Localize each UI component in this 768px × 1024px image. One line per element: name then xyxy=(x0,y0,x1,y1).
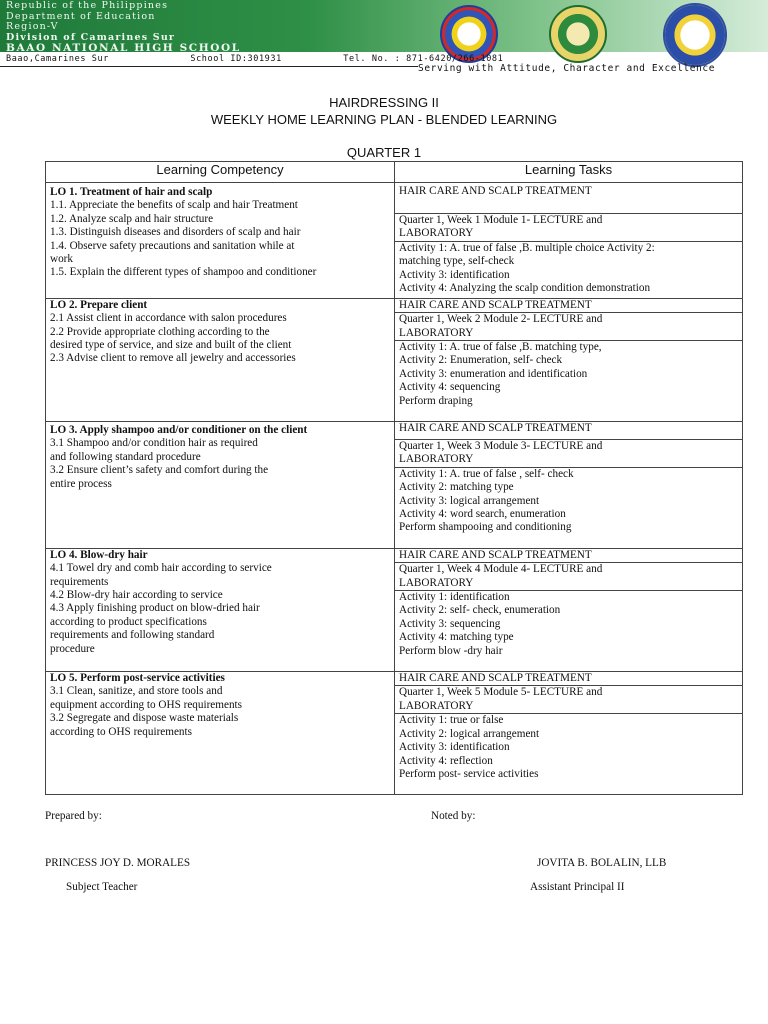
table-row xyxy=(46,548,743,562)
activity-line: Activity 4: word search, enumeration xyxy=(399,508,566,521)
module-cell xyxy=(395,313,743,341)
competency-item: 4.3 Apply finishing product on blow-dried hair xyxy=(50,602,260,615)
competency-cell xyxy=(46,183,395,299)
competency-item: 3.2 Segregate and dispose waste materials xyxy=(50,712,239,725)
activities-cell xyxy=(395,467,743,548)
school-name: BAAO NATIONAL HIGH SCHOOL xyxy=(6,42,241,54)
telephone: Tel. No. : 871-6420/266-1081 xyxy=(343,54,504,64)
activity-line: Activity 3: identification xyxy=(399,268,510,281)
competency-item: requirements and following standard xyxy=(50,629,215,642)
competency-item: 2.2 Provide appropriate clothing according to the xyxy=(50,325,270,338)
competency-item: 3.1 Shampoo and/or condition hair as required xyxy=(50,437,258,450)
letterhead-line: Department of Education xyxy=(6,10,156,22)
task-title: HAIR CARE AND SCALP TREATMENT xyxy=(395,548,743,562)
activity-line: Activity 2: Enumeration, self- check xyxy=(399,354,563,367)
module-line: LABORATORY xyxy=(399,326,474,339)
activity-line: Activity 4: Analyzing the scalp condition demonstration xyxy=(399,282,651,295)
table-row xyxy=(46,422,743,440)
activity-line: Activity 1: A. true of false , self- check xyxy=(399,467,574,480)
competency-item: entire process xyxy=(50,477,112,490)
competency-item: work xyxy=(50,253,73,266)
activity-line: Activity 3: enumeration and identification xyxy=(399,367,588,380)
activity-line: Perform draping xyxy=(399,394,473,407)
activities-cell xyxy=(395,341,743,422)
activity-line: Perform post- service activities xyxy=(399,767,539,780)
division-seal-logo xyxy=(549,5,607,63)
module-line: LABORATORY xyxy=(399,576,474,589)
module-line: LABORATORY xyxy=(399,453,474,466)
activity-line: Perform shampooing and conditioning xyxy=(399,521,572,534)
activity-line: Activity 3: logical arrangement xyxy=(399,494,540,507)
task-title: HAIR CARE AND SCALP TREATMENT xyxy=(395,422,743,440)
competency-cell xyxy=(46,672,395,795)
prepared-by-label: Prepared by: xyxy=(45,810,102,822)
competency-item: 4.2 Blow-dry hair according to service xyxy=(50,589,223,602)
lo-title: LO 4. Blow-dry hair xyxy=(50,548,148,561)
noter-title: Assistant Principal II xyxy=(530,881,625,893)
letterhead-text xyxy=(6,1,241,54)
preparer-title: Subject Teacher xyxy=(66,881,138,893)
lo-title: LO 2. Prepare client xyxy=(50,298,148,311)
learning-plan-table xyxy=(45,161,743,795)
activities-cell xyxy=(395,591,743,672)
column-header-tasks: Learning Tasks xyxy=(395,162,743,183)
competency-item: requirements xyxy=(50,575,109,588)
activity-line: Activity 2: matching type xyxy=(399,481,514,494)
activity-line: Activity 4: sequencing xyxy=(399,381,501,394)
activity-line: Activity 2: self- check, enumeration xyxy=(399,604,561,617)
module-line: Quarter 1, Week 2 Module 2- LECTURE and xyxy=(399,313,603,326)
activity-line: Activity 4: matching type xyxy=(399,631,514,644)
activity-line: Activity 1: identification xyxy=(399,591,510,604)
divider xyxy=(0,66,418,67)
school-id: School ID:301931 xyxy=(190,54,282,64)
task-title: HAIR CARE AND SCALP TREATMENT xyxy=(395,183,743,214)
lo-title: LO 5. Perform post-service activities xyxy=(50,672,225,685)
noted-by-label: Noted by: xyxy=(431,810,476,822)
letterhead-band xyxy=(0,0,768,52)
module-line: Quarter 1, Week 1 Module 1- LECTURE and xyxy=(399,214,603,226)
competency-item: 1.3. Distinguish diseases and disorders of scalp and hair xyxy=(50,226,301,239)
competency-cell xyxy=(46,422,395,549)
tagline: Serving with Attitude, Character and Excellence xyxy=(418,63,716,74)
plan-title: WEEKLY HOME LEARNING PLAN - BLENDED LEARNING xyxy=(210,112,558,127)
competency-item: 1.4. Observe safety precautions and sanitation while at xyxy=(50,239,295,252)
module-cell xyxy=(395,686,743,714)
task-title: HAIR CARE AND SCALP TREATMENT xyxy=(395,298,743,312)
module-line: Quarter 1, Week 5 Module 5- LECTURE and xyxy=(399,686,603,699)
quarter-title: QUARTER 1 xyxy=(346,145,422,160)
competency-item: 1.1. Appreciate the benefits of scalp and hair Treatment xyxy=(50,199,298,212)
letterhead-line: Division of Camarines Sur xyxy=(6,31,176,43)
module-line: LABORATORY xyxy=(399,227,474,240)
activity-line: matching type, self-check xyxy=(399,255,515,268)
competency-item: 2.1 Assist client in accordance with salon procedures xyxy=(50,312,287,325)
competency-item: 4.1 Towel dry and comb hair according to service xyxy=(50,562,272,575)
lo-title: LO 3. Apply shampoo and/or conditioner on the client xyxy=(50,424,308,437)
competency-item: 1.5. Explain the different types of shampoo and conditioner xyxy=(50,266,317,279)
module-line: Quarter 1, Week 3 Module 3- LECTURE and xyxy=(399,440,603,453)
address: Baao,Camarines Sur xyxy=(6,54,109,64)
competency-item: according to OHS requirements xyxy=(50,725,192,738)
competency-item: according to product specifications xyxy=(50,615,207,628)
course-title: HAIRDRESSING II xyxy=(329,95,439,110)
lo-title: LO 1. Treatment of hair and scalp xyxy=(50,186,213,198)
module-cell xyxy=(395,563,743,591)
school-seal-logo xyxy=(663,3,727,67)
competency-item: 3.2 Ensure client’s safety and comfort during the xyxy=(50,464,269,477)
activity-line: Activity 3: sequencing xyxy=(399,617,501,630)
competency-cell xyxy=(46,548,395,671)
activity-line: Activity 1: true or false xyxy=(399,714,504,727)
activity-line: Activity 1: A. true of false ,B. matching type, xyxy=(399,341,602,354)
competency-item: 3.1 Clean, sanitize, and store tools and xyxy=(50,685,223,698)
competency-item: desired type of service, and size and built of the client xyxy=(50,339,292,352)
table-row xyxy=(46,672,743,686)
activity-line: Activity 4: reflection xyxy=(399,754,493,767)
competency-item: 1.2. Analyze scalp and hair structure xyxy=(50,212,214,225)
activities-cell xyxy=(395,241,743,298)
table-header-row xyxy=(46,162,743,183)
module-cell xyxy=(395,440,743,468)
noter-name: JOVITA B. BOLALIN, LLB xyxy=(537,857,667,869)
preparer-name: PRINCESS JOY D. MORALES xyxy=(45,857,191,869)
letterhead-line: Region-V xyxy=(6,21,59,32)
competency-cell xyxy=(46,298,395,421)
activities-cell xyxy=(395,714,743,795)
letterhead-line: Republic of the Philippines xyxy=(6,0,169,11)
activity-line: Activity 3: identification xyxy=(399,741,510,754)
module-cell xyxy=(395,214,743,242)
table-row xyxy=(46,183,743,214)
table-row xyxy=(46,298,743,312)
activity-line: Activity 1: A. true of false ,B. multiple choice Activity 2: xyxy=(399,241,655,254)
task-title: HAIR CARE AND SCALP TREATMENT xyxy=(395,672,743,686)
competency-item: 2.3 Advise client to remove all jewelry and accessories xyxy=(50,352,296,365)
column-header-competency: Learning Competency xyxy=(46,162,395,183)
competency-item: equipment according to OHS requirements xyxy=(50,698,243,711)
activity-line: Activity 2: logical arrangement xyxy=(399,727,540,740)
module-line: Quarter 1, Week 4 Module 4- LECTURE and xyxy=(399,563,603,576)
activity-line: Perform blow -dry hair xyxy=(399,644,503,657)
competency-item: and following standard procedure xyxy=(50,450,201,463)
competency-item: procedure xyxy=(50,642,95,655)
module-line: LABORATORY xyxy=(399,699,474,712)
